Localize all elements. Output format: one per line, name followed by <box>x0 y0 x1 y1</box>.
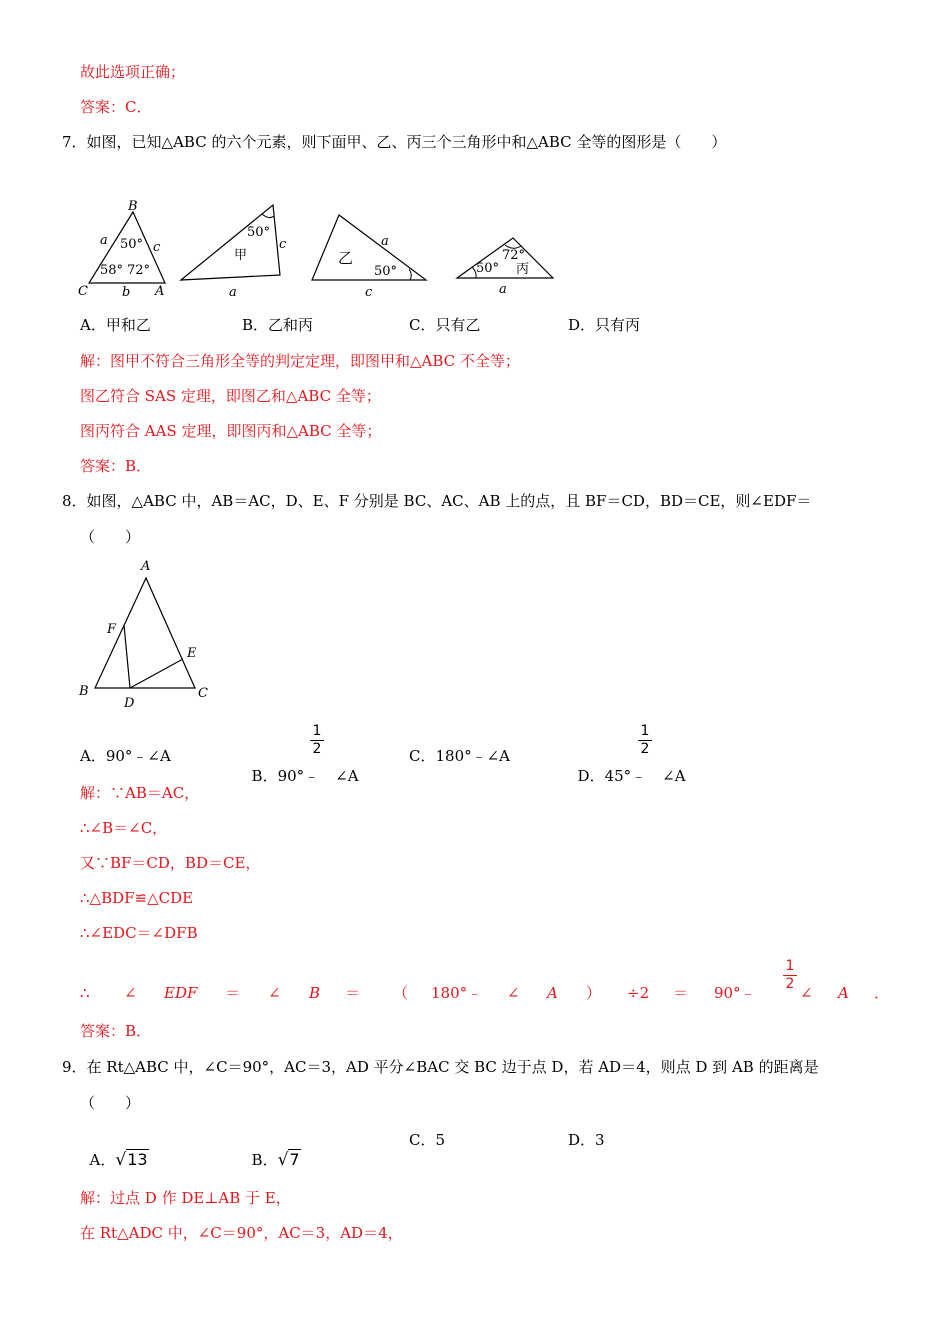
label-angle-1: 50° <box>476 261 500 276</box>
q7-option-c[interactable]: C．只有乙 <box>409 316 481 334</box>
triangle-yi <box>312 215 426 300</box>
label-side-c: c <box>365 285 373 300</box>
answer-line: 答案：C． <box>80 98 152 116</box>
final-fraction: 1 2 <box>783 958 797 993</box>
label-E: E <box>187 646 197 661</box>
q9-option-c[interactable]: C．5 <box>409 1131 446 1149</box>
label-side-a: a <box>100 233 108 248</box>
triangle-bing <box>457 238 553 297</box>
label-side-a: a <box>229 285 237 300</box>
q9-solution-line: 在 Rt△ADC 中，∠C＝90°，AC＝3，AD＝4， <box>80 1224 403 1242</box>
question-8-figure <box>76 555 216 715</box>
sqrt-icon: √ <box>277 1150 289 1170</box>
q7-solution-line: 图乙符合 SAS 定理，即图乙和△ABC 全等； <box>80 387 381 405</box>
q7-option-d[interactable]: D．只有丙 <box>568 316 641 334</box>
q8-solution-line: 又∵BF＝CD，BD＝CE， <box>80 854 261 872</box>
label-side-c: c <box>153 240 161 255</box>
q9-option-d[interactable]: D．3 <box>568 1131 605 1149</box>
label-side-a: a <box>381 234 389 249</box>
final-div2: ÷2 <box>627 984 650 1002</box>
q8-option-c[interactable]: C．180°﹣∠A <box>409 747 511 765</box>
option-b-angle: ∠A <box>335 767 359 785</box>
label-bing: 丙 <box>516 262 530 277</box>
label-A: A <box>141 559 151 574</box>
radicand: 13 <box>127 1150 148 1169</box>
final-paren-open: （ <box>393 984 409 1002</box>
q9-option-a[interactable]: A．√13 <box>89 1150 148 1170</box>
final-a: A <box>838 984 849 1002</box>
label-A: A <box>155 284 165 299</box>
final-eq: ＝ <box>345 984 361 1002</box>
label-angle-b: 50° <box>120 237 144 252</box>
question-9-paren: （ ） <box>80 1094 141 1112</box>
final-therefore: ∴ <box>80 984 90 1002</box>
label-angle-a: 72° <box>127 263 151 278</box>
final-90: 90°﹣ <box>714 984 756 1002</box>
final-a: A <box>547 984 558 1002</box>
q7-solution-line: 解：图甲不符合三角形全等的判定定理，即图甲和△ABC 不全等； <box>80 352 520 370</box>
label-side-a: a <box>499 282 507 297</box>
option-d-text: D．45°﹣ <box>577 767 647 785</box>
question-8-stem: 8．如图，△ABC 中，AB＝AC，D、E、F 分别是 BC、AC、AB 上的点，且 BF＝CD，BD＝CE，则∠EDF＝ <box>62 492 812 510</box>
label-C: C <box>198 686 208 701</box>
final-edf: EDF <box>164 984 198 1002</box>
q8-solution-line: ∴∠EDC＝∠DFB <box>80 924 198 942</box>
question-7-figure <box>76 195 566 305</box>
label-D: D <box>124 696 135 711</box>
q8-answer: 答案：B． <box>80 1022 152 1040</box>
label-C: C <box>78 284 88 299</box>
final-b: B <box>309 984 321 1002</box>
q8-solution-line: ∴∠B＝∠C， <box>80 819 168 837</box>
sqrt-icon: √ <box>115 1150 127 1170</box>
option-b-fraction: 1 2 <box>310 723 324 758</box>
label-B: B <box>79 684 89 699</box>
q8-option-a[interactable]: A．90°﹣∠A <box>80 747 171 765</box>
option-d-fraction: 1 2 <box>638 723 652 758</box>
q8-option-b[interactable] <box>242 746 359 786</box>
question-7-stem: 7．如图，已知△ABC 的六个元素，则下面甲、乙、丙三个三角形中和△ABC 全等的图形是（ ） <box>62 133 727 151</box>
option-d-angle: ∠A <box>662 767 686 785</box>
final-period: ． <box>874 984 890 1002</box>
label-angle: 50° <box>374 264 398 279</box>
option-b-text: B．90°﹣ <box>251 767 320 785</box>
final-eq: ＝ <box>673 984 689 1002</box>
label-B: B <box>128 199 138 214</box>
final-angle: ∠ <box>800 984 813 1002</box>
label-side-b: b <box>122 285 131 300</box>
label-angle-2: 72° <box>502 248 526 263</box>
final-angle: ∠ <box>507 984 520 1002</box>
q7-option-a[interactable]: A．甲和乙 <box>80 316 151 334</box>
q8-solution-line: 解：∵AB＝AC， <box>80 784 200 802</box>
q9-option-b[interactable]: B．√7 <box>251 1150 300 1170</box>
label-jia: 甲 <box>234 248 248 263</box>
q8-solution-line: ∴△BDF≌△CDE <box>80 889 194 907</box>
final-180: 180°﹣ <box>431 984 483 1002</box>
label-angle-c: 58° <box>100 263 124 278</box>
question-9-stem: 9．在 Rt△ABC 中，∠C＝90°，AC＝3，AD 平分∠BAC 交 BC 边于点 D，若 AD＝4，则点 D 到 AB 的距离是 <box>62 1058 819 1076</box>
q8-option-d[interactable] <box>568 746 686 786</box>
final-paren-close: ） <box>586 984 602 1002</box>
label-F: F <box>107 622 117 637</box>
final-eq: ＝ <box>225 984 241 1002</box>
q9-solution-line: 解：过点 D 作 DE⊥AB 于 E， <box>80 1189 291 1207</box>
radicand: 7 <box>289 1150 300 1169</box>
label-angle: 50° <box>247 225 271 240</box>
label-side-c: c <box>279 237 287 252</box>
label-yi: 乙 <box>338 249 354 267</box>
final-angle: ∠ <box>268 984 281 1002</box>
question-8-paren: （ ） <box>80 528 141 546</box>
triangle-jia <box>181 205 287 300</box>
q7-option-b[interactable]: B．乙和丙 <box>242 316 314 334</box>
q7-solution-line: 图丙符合 AAS 定理，即图丙和△ABC 全等； <box>80 422 382 440</box>
solution-line: 故此选项正确； <box>80 63 186 81</box>
final-angle: ∠ <box>124 984 137 1002</box>
triangle-abc <box>78 199 165 300</box>
q7-answer: 答案：B． <box>80 457 152 475</box>
